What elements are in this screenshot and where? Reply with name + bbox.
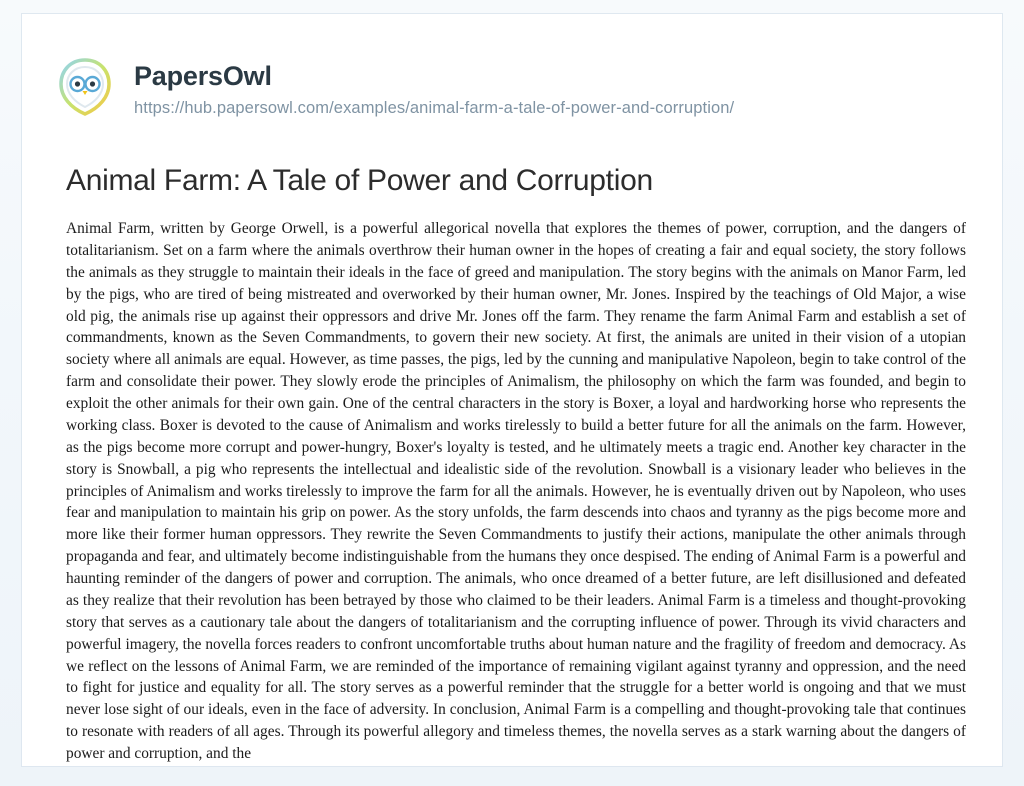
article-body: Animal Farm, written by George Orwell, is a powerful allegorical novella that explores the themes of power, corruption, and the dangers of totalitarianism. Set on a farm where the animals overthrow their human owner in the hopes of creating a fair and equal society, the story follows the animals as they struggle to maintain their ideals in the face of greed and manipulation. The story begins with the animals on Manor Farm, led by the pigs, who are tired of being mistreated and overworked by their human owner, Mr. Jones. Inspired by the teachings of Old Major, a wise old pig, the animals rise up against their oppressors and drive Mr. Jones off the farm. They rename the farm Animal Farm and establish a set of commandments, known as the Seven Commandments, to govern their new society. At first, the animals are united in their vision of a utopian society where all animals are equal. However, as time passes, the pigs, led by the cunning and manipulative Napoleon, begin to take control of the farm and consolidate their power. They slowly erode the principles of Animalism, the philosophy on which the farm was founded, and begin to exploit the other animals for their own gain. One of the central characters in the story is Boxer, a loyal and hardworking horse who represents the working class. Boxer is devoted to the cause of Animalism and works tirelessly to build a better future for all the animals on the farm. However, as the pigs become more corrupt and power-hungry, Boxer's loyalty is tested, and he ultimately meets a tragic end. Another key character in the story is Snowball, a pig who represents the intellectual and idealistic side of the revolution. Snowball is a visionary leader who believes in the principles of Animalism and works tirelessly to improve the farm for all the animals. However, he is eventually driven out by Napoleon, who uses fear and manipulation to maintain his grip on power. As the story unfolds, the farm descends into chaos and tyranny as the pigs become more and more like their former human oppressors. They rewrite the Seven Commandments to justify their actions, manipulate the other animals through propaganda and fear, and ultimately become indistinguishable from the humans they once despised. The ending of Animal Farm is a powerful and haunting reminder of the dangers of power and corruption. The animals, who once dreamed of a better future, are left disillusioned and defeated as they realize that their revolution has been betrayed by those who claimed to be their leaders. Animal Farm is a timeless and thought-provoking story that serves as a cautionary tale about the dangers of totalitarianism and the corrupting influence of power. Through its vivid characters and powerful imagery, the novella forces readers to confront uncomfortable truths about human nature and the fragility of freedom and democracy. As we reflect on the lessons of Animal Farm, we are reminded of the importance of remaining vigilant against tyranny and oppression, and the need to fight for justice and equality for all. The story serves as a powerful reminder that the struggle for a better world is ongoing and that we must never lose sight of our ideals, even in the face of adversity. In conclusion, Animal Farm is a compelling and thought-provoking tale that continues to resonate with readers of all ages. Through its powerful allegory and timeless themes, the novella serves as a stark warning about the dangers of power and corruption, and the (66, 220, 966, 762)
article-container (66, 164, 966, 765)
document-sheet (22, 14, 1002, 766)
site-header (22, 14, 1002, 134)
brand-text-block (134, 62, 734, 118)
owl-logo-icon (54, 56, 116, 118)
source-url[interactable]: https://hub.papersowl.com/examples/animal-farm-a-tale-of-power-and-corruption/ (134, 98, 735, 117)
brand-row (54, 56, 734, 118)
page-title: Animal Farm: A Tale of Power and Corruption (66, 164, 653, 197)
brand-name: PapersOwl (134, 61, 272, 91)
